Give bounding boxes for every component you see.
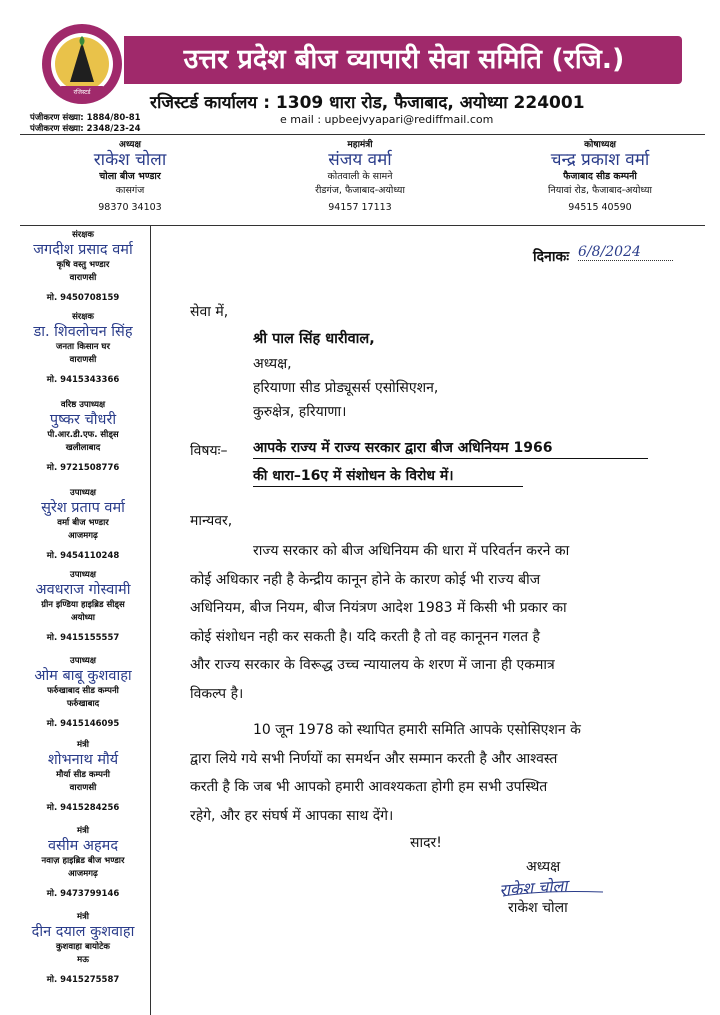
patron-firm: कृषि वस्तु भण्डार	[56, 260, 110, 270]
patron-role: मंत्री	[77, 912, 89, 922]
closing: सादर!	[410, 835, 442, 851]
officers-divider	[20, 225, 705, 226]
recipient-organization: हरियाणा सीड प्रोड्यूसर्स एसोसिएशन,	[253, 380, 439, 396]
patron-role: संरक्षक	[72, 312, 94, 322]
recipient-name: श्री पाल सिंह धारीवाल,	[253, 331, 375, 347]
patron-entry	[22, 912, 144, 988]
subject-line-2: की धारा–16ए में संशोधन के विरोध में।	[253, 468, 454, 484]
patron-name: वसीम अहमद	[47, 838, 119, 854]
patron-name: सुरेश प्रताप वर्मा	[41, 500, 125, 516]
officer-firm: कोतवाली के सामने	[327, 171, 393, 182]
officer-address: रीडगंज, फैजाबाद-अयोध्या	[315, 185, 405, 196]
signature-text: राकेश चोला	[498, 876, 569, 900]
paragraph-1-line: कोई संशोधन नही कर सकती है। यदि करती है तो वह कानूनन गलत है	[190, 629, 540, 645]
patron-entry	[22, 826, 144, 902]
patron-city: आजमगढ़	[68, 531, 98, 541]
patron-city: अयोध्या	[71, 613, 95, 623]
patron-role: उपाध्यक्ष	[70, 488, 96, 498]
paragraph-1-line: राज्य सरकार को बीज अधिनियम की धारा में परिवर्तन करने का	[253, 543, 570, 559]
patron-city: वाराणसी	[69, 355, 97, 365]
patron-city: वाराणसी	[69, 273, 97, 283]
sidebar-divider	[150, 225, 151, 1015]
patron-name: ओम बाबू कुशवाहा	[34, 668, 132, 684]
patron-entry	[22, 740, 144, 816]
paragraph-2-line: द्वारा लिये गये सभी निर्णयों का समर्थन और सम्मान करती है और आश्वस्त	[190, 751, 558, 767]
paragraph-2-line: रहेगे, और हर संघर्ष में आपका साथ देंगे।	[190, 808, 394, 824]
patron-city: खलीलाबाद	[65, 443, 101, 453]
header-divider	[20, 134, 705, 135]
patron-firm: फर्रुखाबाद सीड कम्पनी	[47, 686, 119, 696]
patron-mobile: मो. 9415275587	[46, 975, 120, 985]
paragraph-1-line: विकल्प है।	[190, 686, 244, 702]
officer-address: नियावां रोड, फैजाबाद-अयोध्या	[548, 185, 652, 196]
patron-role: मंत्री	[77, 740, 89, 750]
officer-president	[40, 137, 220, 215]
patron-role: मंत्री	[77, 826, 89, 836]
patron-mobile: मो. 9473799146	[46, 889, 120, 899]
registered-office: रजिस्टर्ड कार्यालय : 1309 धारा रोड, फैजाबाद, अयोध्या 224001	[150, 93, 585, 113]
email-address: e mail : upbeejvyapari@rediffmail.com	[280, 113, 494, 126]
patron-role: संरक्षक	[72, 230, 94, 240]
patron-firm: पी.आर.डी.एफ. सीड्स	[47, 430, 119, 440]
officer-role: अध्यक्ष	[119, 140, 141, 150]
patron-firm: मौर्या सीड कम्पनी	[56, 770, 110, 780]
officer-firm: फैजाबाद सीड कम्पनी	[563, 171, 637, 182]
patron-mobile: मो. 9454110248	[46, 551, 120, 561]
subject-line-1: आपके राज्य में राज्य सरकार द्वारा बीज अधिनियम 1966	[253, 440, 553, 456]
patron-mobile: मो. 9415284256	[46, 803, 120, 813]
subject-underline	[253, 458, 648, 459]
officer-firm: चोला बीज भण्डार	[99, 171, 161, 182]
officer-phone: 94515 40590	[568, 202, 632, 213]
patron-role: उपाध्यक्ष	[70, 656, 96, 666]
officer-address: कासगंज	[115, 185, 145, 196]
patron-firm: कुशवाहा बायोटेक	[56, 942, 110, 952]
patron-name: जगदीश प्रसाद वर्मा	[33, 242, 133, 258]
greeting: मान्यवर,	[190, 513, 233, 529]
patron-role: वरिष्ठ उपाध्यक्ष	[60, 400, 106, 410]
logo-badge-text: रजिस्टर्ड	[73, 89, 91, 96]
officer-name: चन्द्र प्रकाश वर्मा	[550, 150, 650, 170]
signatory-name: राकेश चोला	[508, 900, 568, 916]
officer-phone: 98370 34103	[98, 202, 162, 213]
paragraph-1-line: कोई अधिकार नही है केन्द्रीय कानून होने के कारण कोई भी राज्य बीज	[190, 572, 541, 588]
officer-name: संजय वर्मा	[328, 150, 392, 170]
patron-firm: ग्रीन इण्डिया हाइब्रिड सीड्स	[41, 600, 125, 610]
handwritten-signature	[493, 868, 613, 900]
officer-phone: 94157 17113	[328, 202, 392, 213]
subject-underline	[253, 486, 523, 487]
registration-number-2: पंजीकरण संख्या: 2348/23-24	[30, 124, 141, 134]
organization-title: उत्तर प्रदेश बीज व्यापारी सेवा समिति (रजि.)	[183, 44, 625, 75]
patron-firm: नवाज़ हाइब्रिड बीज भण्डार	[41, 856, 125, 866]
patron-mobile: मो. 9415343366	[46, 375, 120, 385]
patron-name: शोभनाथ मौर्य	[47, 752, 119, 768]
patron-entry	[22, 570, 144, 646]
recipient-location: कुरुक्षेत्र, हरियाणा।	[253, 404, 347, 420]
recipient-title: अध्यक्ष,	[253, 356, 292, 372]
patron-city: वाराणसी	[69, 783, 97, 793]
signatory-role: अध्यक्ष	[526, 859, 561, 875]
officer-role: कोषाध्यक्ष	[584, 140, 616, 150]
patron-mobile: मो. 9450708159	[46, 293, 120, 303]
paragraph-2-line: 10 जून 1978 को स्थापित हमारी समिति आपके एसोसिएशन के	[253, 722, 581, 738]
patron-name: पुष्कर चौधरी	[49, 412, 117, 428]
date-label: दिनाकः	[533, 249, 570, 265]
officer-role: महामंत्री	[347, 140, 373, 150]
patron-city: आजमगढ़	[68, 869, 98, 879]
salutation-to: सेवा में,	[190, 304, 229, 320]
patron-firm: वर्मा बीज भण्डार	[57, 518, 109, 528]
patron-name: अवधराज गोस्वामी	[35, 582, 131, 598]
paragraph-1-line: और राज्य सरकार के विरूद्ध उच्च न्यायालय के शरण में जाना ही एकमात्र	[190, 657, 555, 673]
patron-mobile: मो. 9415146095	[46, 719, 120, 729]
patron-city: मऊ	[77, 955, 89, 965]
patron-city: फर्रुखाबाद	[66, 699, 100, 709]
subject-label: विषयः–	[190, 443, 228, 459]
patron-entry	[22, 230, 144, 306]
patron-role: उपाध्यक्ष	[70, 570, 96, 580]
registration-number-1: पंजीकरण संख्या: 1884/80-81	[30, 113, 141, 123]
paragraph-1-line: अधिनियम, बीज नियम, बीज नियंत्रण आदेश 1983 में किसी भी प्रकार का	[190, 600, 567, 616]
officer-name: राकेश चोला	[93, 150, 167, 170]
paragraph-2-line: करती है कि जब भी आपको हमारी आवश्यकता होगी हम सभी उपस्थित	[190, 779, 548, 795]
organization-logo	[40, 22, 124, 106]
officer-general-secretary	[270, 137, 450, 215]
patron-entry	[22, 488, 144, 564]
patron-firm: जनता किसान घर	[56, 342, 110, 352]
patron-name: डा. शिवलोचन सिंह	[33, 324, 133, 340]
patron-mobile: मो. 9721508776	[46, 463, 120, 473]
patron-entry	[22, 656, 144, 732]
patron-entry	[22, 400, 144, 476]
patron-mobile: मो. 9415155557	[46, 633, 120, 643]
date-value: 6/8/2024	[578, 244, 673, 261]
officer-treasurer	[505, 137, 695, 215]
patron-name: दीन दयाल कुशवाहा	[31, 924, 135, 940]
patron-entry	[22, 312, 144, 388]
